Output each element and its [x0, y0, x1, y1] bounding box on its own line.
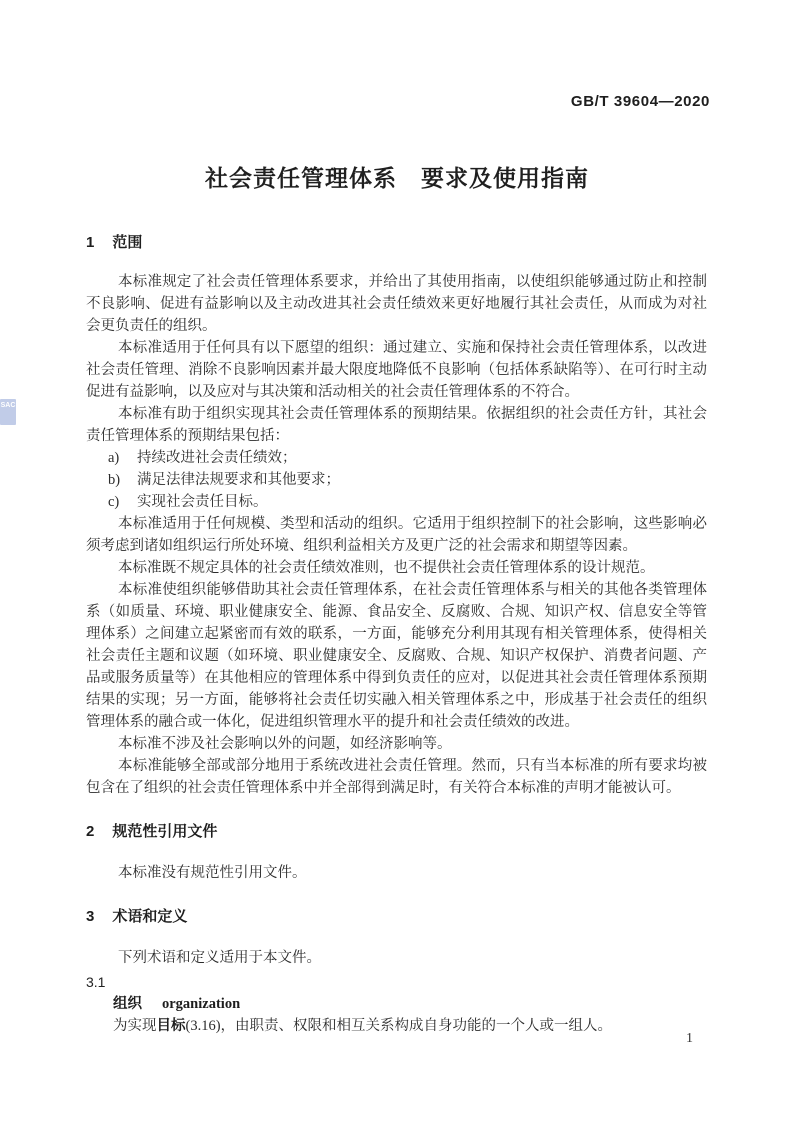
- paragraph: 下列术语和定义适用于本文件。: [118, 950, 321, 966]
- term-name: [86, 993, 707, 1015]
- term-number: 3.1: [86, 974, 106, 990]
- list-item-label: a): [108, 450, 120, 466]
- clause-heading: [86, 232, 707, 254]
- paragraph: 本标准既不规定具体的社会责任绩效准则，也不提供社会责任管理体系的设计规范。: [118, 560, 655, 576]
- list-item: [86, 447, 707, 469]
- clause-heading: [86, 821, 707, 843]
- paragraph: 本标准适用于任何规模、类型和活动的组织。它适用于组织控制下的社会影响，这些影响必须考虑到诸如组织运行所处环境、组织利益相关方及更广泛的社会需求和期望等因素。: [86, 516, 707, 554]
- list-item-text: 满足法律法规要求和其他要求；: [137, 472, 340, 488]
- list-item: [86, 491, 707, 513]
- term-def-lead: 为实现: [113, 1018, 157, 1034]
- list-item-text: 持续改进社会责任绩效；: [137, 450, 297, 466]
- term-reference-bold: 目标: [156, 1018, 186, 1034]
- term-name-zh: 组织: [113, 996, 142, 1012]
- clause-heading: [86, 906, 707, 928]
- term-def-rest: (3.16)，由职责、权限和相互关系构成自身功能的一个人或一组人。: [185, 1018, 613, 1034]
- list-item-label: b): [108, 472, 121, 488]
- standard-number: GB/T 39604—2020: [570, 93, 710, 110]
- paragraph: 本标准不涉及社会影响以外的问题，如经济影响等。: [118, 736, 452, 752]
- sac-watermark-badge: [0, 399, 16, 425]
- sac-watermark-label: SAC: [0, 402, 16, 409]
- clause-title: 范围: [112, 234, 143, 251]
- list-item-label: c): [108, 494, 120, 510]
- clause-title: 规范性引用文件: [112, 823, 218, 840]
- document-body: [86, 228, 707, 1037]
- clause-number: 1: [86, 234, 95, 251]
- page-number: 1: [686, 1031, 693, 1046]
- term-name-en: organization: [162, 996, 241, 1012]
- clause-title: 术语和定义: [112, 908, 188, 925]
- list-item: [86, 469, 707, 491]
- list-item-text: 实现社会责任目标。: [137, 494, 268, 510]
- paragraph: 本标准能够全部或部分地用于系统改进社会责任管理。然而，只有当本标准的所有要求均被包含在了组织的社会责任管理体系中并全部得到满足时，有关符合本标准的声明才能被认可。: [86, 758, 707, 796]
- paragraph: 本标准没有规范性引用文件。: [118, 865, 307, 881]
- clause-number: 2: [86, 823, 95, 840]
- term-definition: [86, 1015, 707, 1037]
- paragraph: 本标准使组织能够借助其社会责任管理体系，在社会责任管理体系与相关的其他各类管理体系（如质量、环境、职业健康安全、能源、食品安全、反腐败、合规、知识产权、信息安全等管理体系）之间建立起紧密而有效的联系，一方面，能够充分利用其现有相关管理体系，使得相关社会责任主题和议题（如环境、职业健康安全、反腐败、合规、知识产权保护、消费者问题、产品或服务质量等）在其他相应的管理体系中得到负责任的应对，以促进其社会责任管理体系预期结果的实现；另一方面，能够将社会责任切实融入相关管理体系之中，形成基于社会责任的组织管理体系的融合或一体化，促进组织管理水平的提升和社会责任绩效的改进。: [86, 582, 707, 730]
- clause-number: 3: [86, 908, 95, 925]
- paragraph: 本标准规定了社会责任管理体系要求，并给出了其使用指南，以使组织能够通过防止和控制不良影响、促进有益影响以及主动改进其社会责任绩效来更好地履行其社会责任，从而成为对社会更负责任的组织。: [86, 274, 707, 334]
- document-title: 社会责任管理体系 要求及使用指南: [205, 165, 589, 191]
- paragraph: 本标准有助于组织实现其社会责任管理体系的预期结果。依据组织的社会责任方针，其社会责任管理体系的预期结果包括：: [86, 406, 707, 444]
- paragraph: 本标准适用于任何具有以下愿望的组织：通过建立、实施和保持社会责任管理体系，以改进社会责任管理、消除不良影响因素并最大限度地降低不良影响（包括体系缺陷等）、在可行时主动促进有益影响，以及应对与其决策和活动相关的社会责任管理体系的不符合。: [86, 340, 707, 400]
